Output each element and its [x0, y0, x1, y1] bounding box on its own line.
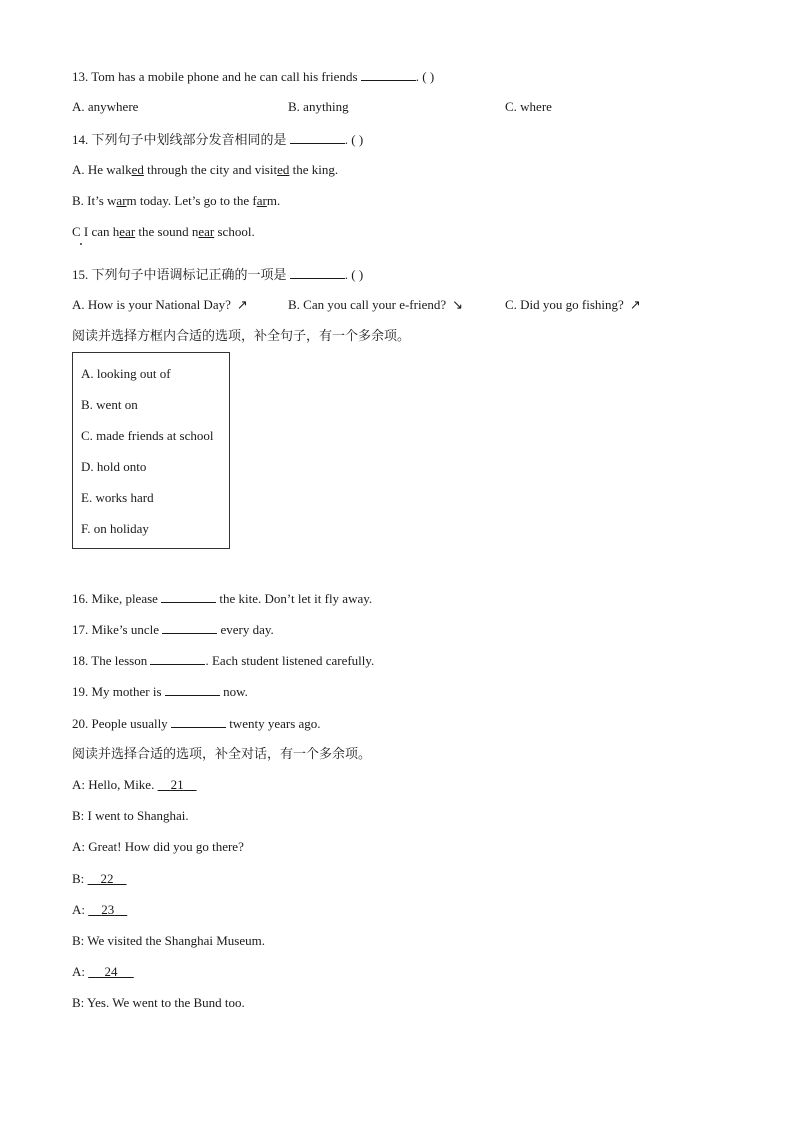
question-18	[72, 652, 374, 669]
q14-stem: 14. 下列句子中划线部分发音相同的是	[72, 132, 290, 147]
q17-text-1: 17. Mike’s uncle	[72, 622, 163, 637]
word-bank-box	[72, 352, 230, 549]
q13-option-c[interactable]: C. where	[505, 99, 552, 114]
q20-blank[interactable]	[171, 715, 226, 728]
q14-c-text-2: the sound n	[135, 224, 199, 239]
section-3-instruction: 阅读并选择合适的选项，补全对话，有一个多余项。	[72, 746, 372, 761]
q14-a-text-1: A. He walk	[72, 162, 132, 177]
q14-a-underline-1: ed	[131, 162, 144, 177]
word-bank-option-a: A. looking out of	[81, 366, 171, 381]
q15-option-a[interactable]	[72, 297, 248, 314]
dialogue-7-text: A:	[72, 964, 89, 979]
blank-number-24: 24	[104, 964, 118, 979]
q19-blank[interactable]	[165, 683, 220, 696]
question-14	[72, 131, 363, 148]
q19-text-1: 19. My mother is	[72, 684, 165, 699]
q14-c-text-3: school.	[214, 224, 255, 239]
option-c-dot	[80, 243, 82, 245]
q14-c-underline-1: ear	[119, 224, 136, 239]
q14-stem-suffix: . ( )	[344, 132, 364, 147]
dialogue-blank-23[interactable]	[88, 902, 127, 917]
q14-c-text-1: C I can h	[72, 224, 120, 239]
blank-number-21: 21	[170, 777, 184, 792]
q15-stem-suffix: . ( )	[344, 267, 364, 282]
q16-blank[interactable]	[161, 590, 216, 603]
q13-option-b[interactable]: B. anything	[288, 99, 349, 114]
dialogue-line-4	[72, 871, 127, 887]
q13-option-a[interactable]: A. anywhere	[72, 99, 139, 114]
q15-option-b[interactable]	[288, 297, 463, 314]
dialogue-blank-24[interactable]	[88, 964, 134, 979]
q16-text-1: 16. Mike, please	[72, 591, 162, 606]
q19-text-2: now.	[219, 684, 248, 699]
q17-blank[interactable]	[162, 621, 217, 634]
word-bank-option-e: E. works hard	[81, 490, 154, 505]
question-17	[72, 621, 274, 638]
q15-option-a-text: A. How is your National Day?	[72, 297, 231, 312]
q15-option-c[interactable]	[505, 297, 641, 314]
q18-text-1: 18. The lesson	[72, 653, 151, 668]
falling-arrow-icon: ↘	[452, 298, 464, 313]
q14-blank[interactable]	[290, 131, 345, 144]
q18-blank[interactable]	[150, 652, 205, 665]
q15-option-c-text: C. Did you go fishing?	[505, 297, 624, 312]
dialogue-line-6: B: We visited the Shanghai Museum.	[72, 933, 265, 948]
word-bank-option-f: F. on holiday	[81, 521, 149, 536]
q14-b-text-3: m.	[266, 193, 281, 208]
word-bank-option-b: B. went on	[81, 397, 138, 412]
q16-text-2: the kite. Don’t let it fly away.	[216, 591, 373, 606]
blank-number-22: 22	[100, 871, 114, 886]
question-15	[72, 266, 363, 283]
q17-text-2: every day.	[217, 622, 274, 637]
q20-text-2: twenty years ago.	[225, 716, 321, 731]
q14-c-underline-2: ear	[198, 224, 215, 239]
dialogue-blank-21[interactable]	[158, 777, 197, 792]
rising-arrow-icon: ↗	[629, 298, 641, 313]
dialogue-line-5	[72, 902, 127, 918]
blank-number-23: 23	[101, 902, 115, 917]
q14-b-underline-1: ar	[116, 193, 127, 208]
q14-a-text-3: the king.	[289, 162, 339, 177]
question-16	[72, 590, 372, 607]
dialogue-line-3: A: Great! How did you go there?	[72, 839, 244, 854]
q13-blank[interactable]	[361, 68, 416, 81]
q14-b-text-1: B. It’s w	[72, 193, 117, 208]
q14-a-text-2: through the city and visit	[143, 162, 278, 177]
dialogue-5-text: A:	[72, 902, 89, 917]
q14-b-text-2: m today. Let’s go to the f	[126, 193, 257, 208]
section-2-instruction: 阅读并选择方框内合适的选项，补全句子，有一个多余项。	[72, 328, 411, 343]
dialogue-line-1	[72, 777, 197, 793]
q13-suffix: . ( )	[415, 69, 435, 84]
dialogue-line-8: B: Yes. We went to the Bund too.	[72, 995, 245, 1010]
q15-blank[interactable]	[290, 266, 345, 279]
q14-b-underline-2: ar	[256, 193, 267, 208]
question-13	[72, 68, 434, 85]
q14-a-underline-2: ed	[277, 162, 290, 177]
dialogue-line-2: B: I went to Shanghai.	[72, 808, 189, 823]
q14-option-b[interactable]	[72, 193, 280, 209]
question-19	[72, 683, 248, 700]
question-20	[72, 715, 321, 732]
q20-text-1: 20. People usually	[72, 716, 171, 731]
rising-arrow-icon: ↗	[236, 298, 248, 313]
word-bank-option-c: C. made friends at school	[81, 428, 214, 443]
dialogue-line-7	[72, 964, 134, 980]
dialogue-1-text: A: Hello, Mike.	[72, 777, 158, 792]
word-bank-option-d: D. hold onto	[81, 459, 147, 474]
dialogue-blank-22[interactable]	[88, 871, 127, 886]
q13-prefix: 13. Tom has a mobile phone and he can call his friends	[72, 69, 358, 84]
q15-stem: 15. 下列句子中语调标记正确的一项是	[72, 267, 290, 282]
q15-option-b-text: B. Can you call your e-friend?	[288, 297, 447, 312]
q14-option-c[interactable]	[72, 224, 255, 240]
q14-option-a[interactable]	[72, 162, 338, 178]
dialogue-4-text: B:	[72, 871, 88, 886]
q18-text-2: . Each student listened carefully.	[205, 653, 375, 668]
